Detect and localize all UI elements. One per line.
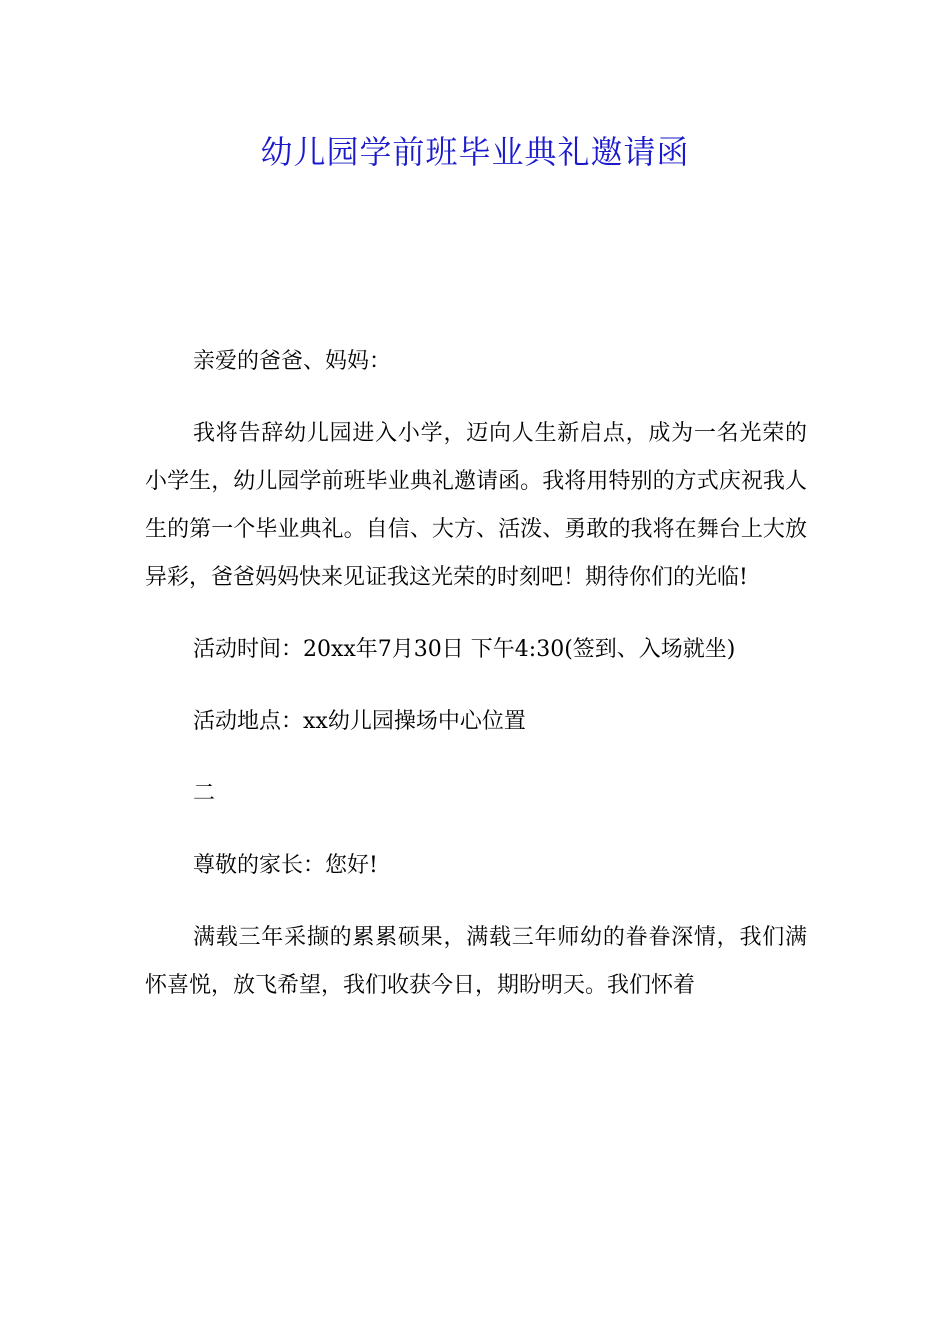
document-title: 幼儿园学前班毕业典礼邀请函	[260, 133, 690, 171]
greeting-parents: 尊敬的家长：您好!	[193, 853, 378, 878]
paragraph-harvest: 满载三年采撷的累累硕果，满载三年师幼的眷眷深情，我们满怀喜悦，放飞希望，我们收获今日，期盼明天。我们怀着	[145, 925, 807, 998]
paragraph-invitation: 我将告辞幼儿园进入小学，迈向人生新启点，成为一名光荣的小学生，幼儿园学前班毕业典礼邀请函。我将用特别的方式庆祝我人生的第一个毕业典礼。自信、大方、活泼、勇敢的我将在舞台上大放异彩，爸爸妈妈快来见证我这光荣的时刻吧！期待你们的光临!	[145, 421, 807, 590]
section-number: 二	[193, 781, 216, 806]
salutation: 亲爱的爸爸、妈妈：	[193, 349, 392, 374]
event-time: 活动时间：20xx年7月30日 下午4:30(签到、入场就坐)	[193, 637, 736, 662]
document-body	[145, 338, 807, 1034]
event-location: 活动地点：xx幼儿园操场中心位置	[193, 709, 526, 734]
